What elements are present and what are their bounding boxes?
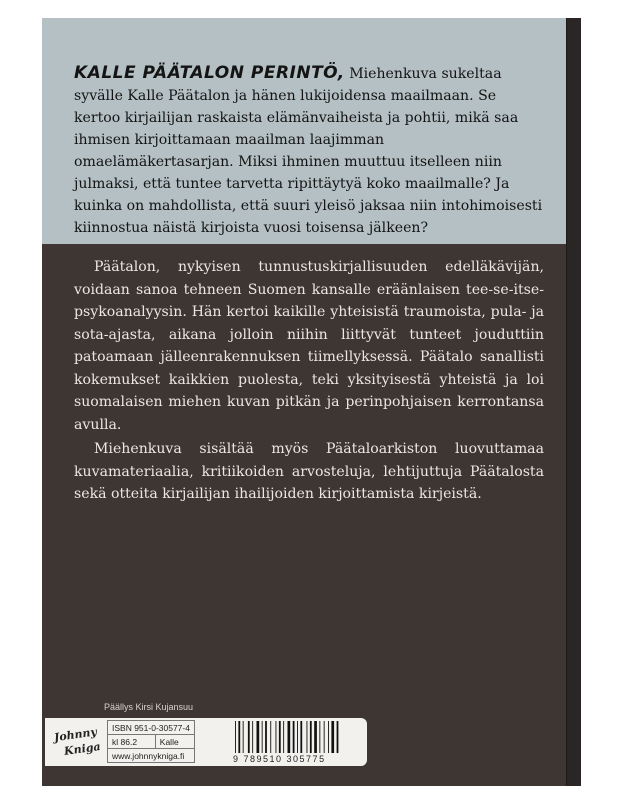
book-title: KALLE PÄÄTALON PERINTÖ, (74, 63, 345, 83)
barcode-bar (243, 721, 244, 753)
barcode-bar (331, 721, 334, 753)
barcode-bar (319, 721, 320, 753)
barcode-bar (238, 721, 240, 753)
cover-design-credit: Päällys Kirsi Kujansuu (104, 702, 194, 712)
intro-text: Miehenkuva sukeltaa syvälle Kalle Päätalon ja hänen lukijoidensa maailmaan. Se kertoo kirjailijan raskaista elämänvaiheista ja pohtii, mikä saa ihmisen kirjoittamaan maailman laajimman omaelämäkertasarjan. Miksi ihminen muuttuu itselleen niin julmaksi, että tuntee tarvetta ripittäytyä koko maailmalle? Ja kuinka on mahdollista, että suuri yleisö jaksaa niin intohimoisesti kiinnostua näistä kirjoista vuosi toisensa jälkeen? (74, 66, 543, 236)
book-metadata-table (107, 720, 195, 763)
publisher-website: www.johnnykniga.fi (108, 749, 195, 763)
barcode-bar (262, 721, 263, 753)
barcode-bar (324, 721, 325, 753)
barcode-bar (252, 721, 253, 753)
library-class-name: Kalle (155, 735, 194, 749)
barcode-bar (276, 721, 277, 753)
body-text (74, 256, 544, 508)
barcode-bar (257, 721, 260, 753)
barcode-bar (310, 721, 312, 753)
body-paragraph-1: Päätalon, nykyisen tunnustuskirjallisuuden edelläkävijän, voidaan sanoa tehneen Suomen kansalle eräänlaisen tee-se-itse-psykoanalyysin. Hän kertoi kaikille yhteisistä traumoista, pula- ja sota-ajasta, aikana jolloin niihin liittyvät tunteet jouduttiin patoamaan jälleenrakennuksen tiimellyksessä. Päätalo sanallisti kokemukset kaikkien puolesta, teki yksityisestä yhteistä ja loi suomalaisen miehen kuvan pitkän ja perinpohjaisen kerrontansa avulla. (74, 259, 544, 433)
publisher-info-box (45, 718, 367, 766)
barcode-bar (248, 721, 250, 753)
barcode-number: 9 789510 305775 (233, 754, 326, 764)
back-cover (42, 18, 566, 786)
barcode-bar (337, 721, 339, 753)
isbn: ISBN 951-0-30577-4 (108, 721, 195, 735)
barcode-bar (307, 721, 308, 753)
logo-text-line2: Kniga (63, 739, 102, 758)
barcode-bar (300, 721, 302, 753)
barcode-bar (279, 721, 281, 753)
johnny-kniga-logo (53, 723, 103, 761)
barcode-bar (265, 721, 267, 753)
logo-text-line1: Johnny (53, 725, 98, 745)
barcode-bar (235, 721, 236, 753)
barcode-bar (297, 721, 298, 753)
barcode-bar (270, 721, 271, 753)
barcode (233, 721, 361, 753)
barcode-bar (293, 721, 295, 753)
body-paragraph-2: Miehenkuva sisältää myös Päätaloarkiston luovuttamaa kuvamateriaalia, kritiikoiden arvosteluja, lehtijuttuja Päätalosta sekä otteita kirjailijan ihailijoiden kirjoittamista kirjeistä. (74, 441, 544, 502)
barcode-bar (314, 721, 317, 753)
intro-paragraph (74, 62, 544, 239)
barcode-bar (288, 721, 291, 753)
library-class: kl 86.2 (108, 735, 156, 749)
barcode-bar (283, 721, 284, 753)
barcode-bar (328, 721, 329, 753)
